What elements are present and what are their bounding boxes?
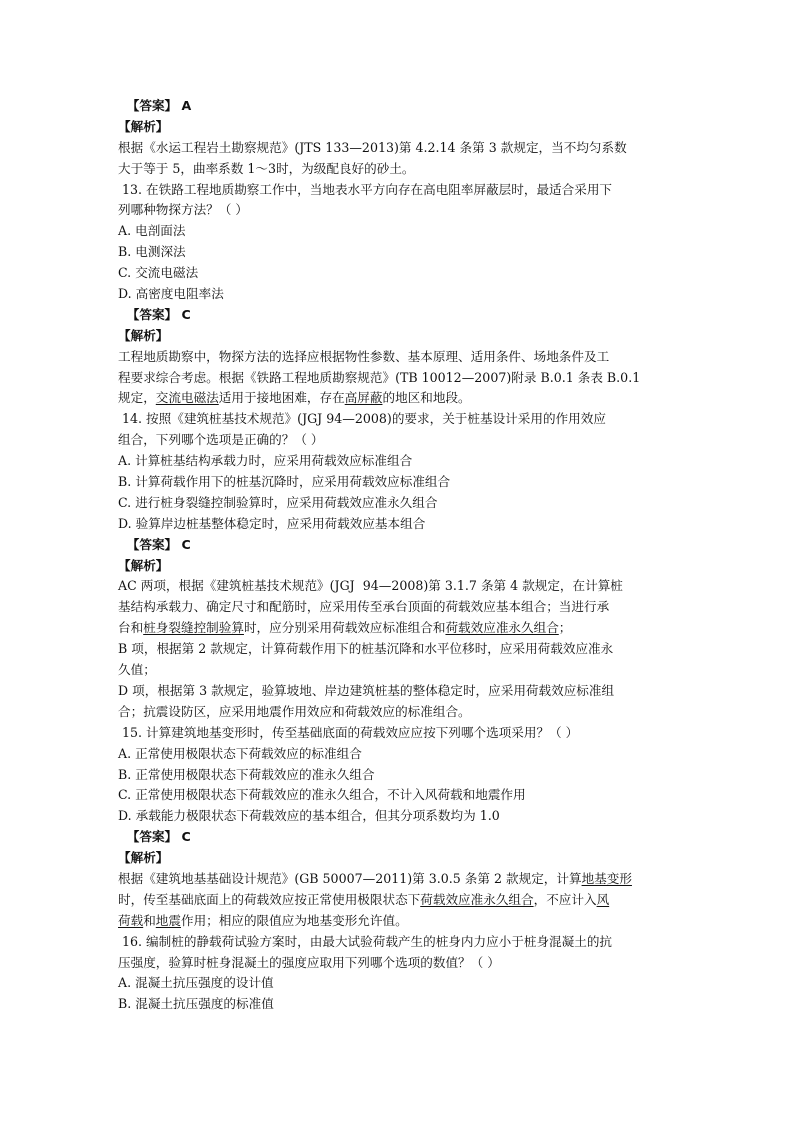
text-segment: 工程地质勘察中，物探方法的选择应根据物性参数、基本原理、适用条件、场地条件及工	[118, 348, 610, 364]
text-segment: 基结构承载力、确定尺寸和配筋时，应采用传至承台顶面的荷载效应基本组合；当进行承	[118, 599, 610, 615]
text-segment: 台和	[118, 620, 144, 636]
underlined-term: 荷载	[118, 912, 144, 928]
option-line	[118, 242, 678, 263]
answer-line	[118, 535, 678, 556]
text-segment: 15. 计算建筑地基变形时，传至基础底面的荷载效应应按下列哪个选项采用？（ ）	[118, 724, 579, 740]
question-line	[118, 430, 678, 451]
answer-line	[118, 827, 678, 848]
text-segment: B. 计算荷载作用下的桩基沉降时，应采用荷载效应标准组合	[118, 474, 451, 490]
analysis-heading	[118, 326, 678, 347]
option-line	[118, 284, 678, 305]
question-line	[118, 409, 678, 430]
text-segment: 列哪种物探方法？（ ）	[118, 202, 248, 218]
text-segment: 【答案】 C	[118, 829, 191, 845]
underlined-term: 桩身裂缝控制验算	[143, 620, 244, 636]
text-segment: D. 承载能力极限状态下荷载效应的基本组合，但其分项系数均为 1.0	[118, 808, 500, 824]
text-segment: 【解析】	[118, 850, 169, 866]
text-segment: 规定，	[118, 390, 156, 406]
text-segment: 时，传至基础底面上的荷载效应按正常使用极限状态下	[118, 891, 421, 907]
text-segment: 作用；相应的限值应为地基变形允许值。	[180, 912, 408, 928]
text-segment: D. 验算岸边桩基整体稳定时，应采用荷载效应基本组合	[118, 515, 426, 531]
question-line	[118, 180, 678, 201]
analysis-text-line	[118, 660, 678, 681]
underlined-term: 荷载效应准永久组合	[420, 891, 534, 907]
analysis-text-line	[118, 347, 678, 368]
answer-line	[118, 305, 678, 326]
analysis-text-line	[118, 869, 678, 890]
text-segment: C. 交流电磁法	[118, 265, 199, 281]
question-line	[118, 953, 678, 974]
text-segment: D. 高密度电阻率法	[118, 286, 224, 302]
text-segment: 根据《建筑地基基础设计规范》(GB 50007—2011)第 3.0.5 条第 2 款规定，计算	[118, 870, 582, 886]
text-segment: ；	[558, 620, 572, 636]
option-line	[118, 493, 678, 514]
text-segment: A. 计算桩基结构承载力时，应采用荷载效应标准组合	[118, 453, 413, 469]
text-segment: 【解析】	[118, 118, 169, 134]
question-line	[118, 200, 678, 221]
text-segment: B. 混凝土抗压强度的标准值	[118, 996, 274, 1012]
text-segment: 时，应分别采用荷载效应标准组合和	[243, 620, 446, 636]
text-segment: C. 正常使用极限状态下荷载效应的准永久组合，不计入风荷载和地震作用	[118, 787, 526, 803]
analysis-text-line	[118, 576, 678, 597]
underlined-term: 风	[596, 891, 610, 907]
option-line	[118, 263, 678, 284]
text-segment: 和	[143, 912, 156, 928]
option-line	[118, 744, 678, 765]
option-line	[118, 994, 678, 1015]
text-segment: 合；抗震设防区，应采用地震作用效应和荷载效应的标准组合。	[118, 703, 471, 719]
underlined-term: 交流电磁法	[155, 390, 219, 406]
text-segment: 大于等于 5，曲率系数 1～3时，为级配良好的砂土。	[118, 160, 415, 176]
text-segment: ，不应计入	[533, 891, 597, 907]
analysis-text-line	[118, 702, 678, 723]
analysis-text-line	[118, 618, 678, 639]
analysis-text-line	[118, 597, 678, 618]
text-segment: 【答案】 A	[118, 98, 192, 113]
analysis-heading	[118, 117, 678, 138]
text-segment: 16. 编制桩的静载荷试验方案时，由最大试验荷载产生的桩身内力应小于桩身混凝土的抗	[118, 933, 613, 949]
underlined-term: 高屏蔽	[344, 390, 383, 406]
option-line	[118, 806, 678, 827]
underlined-term: 地震	[155, 912, 181, 928]
analysis-text-line	[118, 681, 678, 702]
question-line	[118, 932, 678, 953]
text-segment: 【解析】	[118, 557, 169, 573]
option-line	[118, 451, 678, 472]
option-line	[118, 785, 678, 806]
answer-line	[118, 96, 678, 117]
text-segment: 【答案】 C	[118, 536, 191, 552]
option-line	[118, 973, 678, 994]
underlined-term: 荷载效应准永久组合	[445, 620, 559, 636]
option-line	[118, 765, 678, 786]
text-segment: A. 电剖面法	[118, 223, 186, 239]
text-segment: B 项，根据第 2 款规定，计算荷载作用下的桩基沉降和水平位移时，应采用荷载效应准永	[118, 641, 614, 657]
analysis-text-line	[118, 890, 678, 911]
text-segment: 组合，下列哪个选项是正确的？（ ）	[118, 432, 324, 448]
text-segment: 适用于接地困难，存在	[218, 390, 345, 406]
text-segment: B. 电测深法	[118, 244, 186, 260]
text-segment: 【解析】	[118, 327, 169, 343]
option-line	[118, 472, 678, 493]
text-segment: A. 混凝土抗压强度的设计值	[118, 975, 274, 991]
text-segment: 13. 在铁路工程地质勘察工作中，当地表水平方向存在高电阻率屏蔽层时，最适合采用下	[118, 181, 613, 197]
analysis-text-line	[118, 388, 678, 409]
text-segment: 程要求综合考虑。根据《铁路工程地质勘察规范》(TB 10012—2007)附录 B.0.1 条表 B.0.1	[118, 369, 641, 385]
text-segment: 【答案】 C	[118, 306, 191, 322]
text-segment: C. 进行桩身裂缝控制验算时，应采用荷载效应准永久组合	[118, 494, 438, 510]
analysis-text-line	[118, 911, 678, 932]
option-line	[118, 221, 678, 242]
text-segment: AC 两项，根据《建筑桩基技术规范》(JGJ 94—2008)第 3.1.7 条第 4 款规定，在计算桩	[118, 578, 623, 594]
question-line	[118, 723, 678, 744]
text-segment: 压强度，验算时桩身混凝土的强度应取用下列哪个选项的数值？（ ）	[118, 954, 500, 970]
document-body	[118, 96, 678, 1015]
text-segment: 久值；	[118, 662, 156, 678]
analysis-text-line	[118, 159, 678, 180]
text-segment: 14. 按照《建筑桩基技术规范》(JGJ 94—2008)的要求，关于桩基设计采用的作用效应	[118, 411, 606, 427]
option-line	[118, 514, 678, 535]
text-segment: D 项，根据第 3 款规定，验算坡地、岸边建筑桩基的整体稳定时，应采用荷载效应标准组	[118, 682, 615, 698]
text-segment: A. 正常使用极限状态下荷载效应的标准组合	[118, 745, 362, 761]
text-segment: B. 正常使用极限状态下荷载效应的准永久组合	[118, 766, 375, 782]
analysis-heading	[118, 848, 678, 869]
text-segment: 根据《水运工程岩土勘察规范》(JTS 133—2013)第 4.2.14 条第 3 款规定，当不均匀系数	[118, 139, 627, 155]
analysis-text-line	[118, 138, 678, 159]
text-segment: 的地区和地段。	[382, 390, 471, 406]
analysis-heading	[118, 556, 678, 577]
analysis-text-line	[118, 639, 678, 660]
underlined-term: 地基变形	[581, 870, 632, 886]
analysis-text-line	[118, 368, 678, 389]
